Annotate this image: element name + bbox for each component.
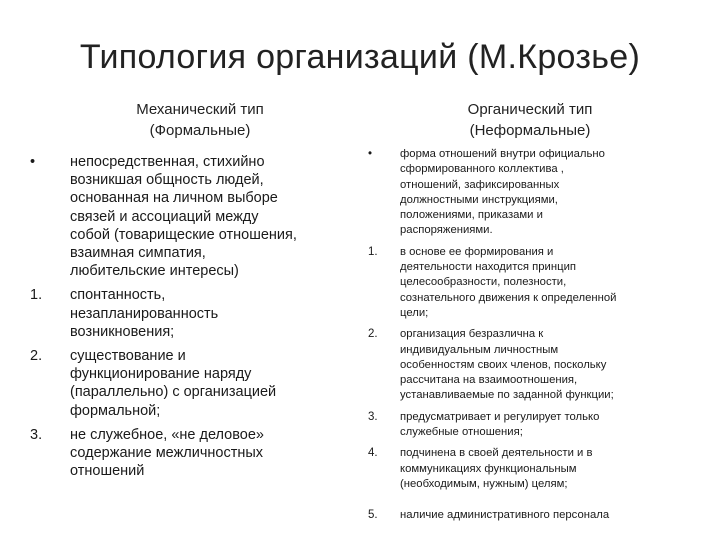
text-line: предусматривает и регулирует только — [400, 410, 600, 423]
list-item-text — [400, 508, 686, 523]
list-item — [368, 446, 686, 492]
mechanical-type-list — [30, 153, 360, 480]
text-line: отношений, зафиксированных — [400, 178, 560, 191]
text-line: взаимная симпатия, — [70, 245, 206, 262]
list-item-text — [400, 410, 686, 441]
mechanical-type-heading — [90, 99, 310, 141]
text-line: коммуникациях функциональным — [400, 462, 577, 475]
number-marker: 5. — [368, 509, 378, 522]
text-line: индивидуальным личностным — [400, 343, 559, 356]
text-line: основанная на личном выборе — [70, 190, 278, 207]
text-line: рассчитана на взаимоотношения, — [400, 374, 578, 387]
slide-title: Типология организаций (М.Крозье) — [79, 38, 641, 76]
organic-type-heading — [420, 99, 640, 141]
text-line: форма отношений внутри официально — [400, 148, 605, 160]
text-line: сформированного коллектива , — [400, 163, 564, 176]
organic-type-list — [368, 147, 686, 524]
text-line: не служебное, «не деловое» — [70, 426, 264, 443]
heading-line: (Формальные) — [149, 122, 251, 139]
text-line: возникновения; — [70, 323, 175, 340]
text-line: незапланированность — [70, 305, 219, 322]
list-item — [30, 153, 360, 280]
text-line: отношений — [70, 463, 145, 480]
text-line: в основе ее формирования и — [400, 245, 554, 258]
list-item-text — [70, 347, 360, 420]
heading-line: Механический тип — [136, 101, 264, 118]
text-line: спонтанность, — [70, 287, 166, 304]
text-line: собой (товарищеские отношения, — [70, 226, 297, 243]
number-marker: 3. — [368, 410, 378, 423]
list-item-text — [400, 327, 686, 403]
list-item — [30, 347, 360, 420]
bullet-marker: • — [368, 148, 373, 160]
list-item — [30, 426, 360, 481]
list-item-text — [70, 286, 360, 341]
list-item — [368, 410, 686, 441]
list-item — [30, 286, 360, 341]
text-line: должностными инструкциями, — [400, 193, 558, 206]
list-item-text — [400, 446, 686, 492]
number-marker: 1. — [30, 287, 43, 304]
list-item-text — [70, 153, 360, 280]
text-line: распоряжениями. — [400, 224, 493, 237]
list-item — [368, 508, 686, 523]
text-line: формальной; — [70, 402, 161, 419]
text-line: (необходимым, нужным) целям; — [400, 477, 568, 490]
text-line: функционирование наряду — [70, 366, 252, 383]
text-line: положениями, приказами и — [400, 209, 543, 222]
heading-line: (Неформальные) — [469, 122, 591, 139]
list-item — [368, 327, 686, 403]
text-line: организация безразлична к — [400, 328, 544, 341]
number-marker: 2. — [368, 328, 378, 341]
text-line: связей и ассоциаций между — [70, 208, 259, 225]
text-line: служебные отношения; — [400, 426, 523, 439]
text-line: наличие административного персонала — [400, 509, 610, 522]
bullet-marker: • — [30, 154, 36, 170]
text-line: любительские интересы) — [70, 263, 239, 280]
text-line: целесообразности, полезности, — [400, 276, 567, 289]
list-item-text — [400, 245, 686, 321]
number-marker: 4. — [368, 447, 378, 460]
text-line: существование и — [70, 348, 186, 365]
text-line: непосредственная, стихийно — [70, 154, 265, 170]
number-marker: 3. — [30, 426, 43, 443]
text-line: цели; — [400, 306, 429, 319]
number-marker: 1. — [368, 245, 378, 258]
number-marker: 2. — [30, 348, 43, 365]
list-item-text — [70, 426, 360, 481]
text-line: содержание межличностных — [70, 445, 264, 462]
list-item-text — [400, 147, 686, 239]
text-line: устанавливаемые по заданной функции; — [400, 389, 614, 402]
text-line: подчинена в своей деятельности и в — [400, 447, 593, 460]
text-line: особенностям своих членов, поскольку — [400, 358, 607, 371]
text-line: деятельности находится принцип — [400, 261, 576, 274]
text-line: сознательного движения к определенной — [400, 291, 617, 304]
text-line: возникшая общность людей, — [70, 172, 264, 189]
text-line: (параллельно) с организацией — [70, 384, 277, 401]
heading-line: Органический тип — [467, 101, 593, 118]
list-item — [368, 245, 686, 321]
list-item — [368, 147, 686, 239]
